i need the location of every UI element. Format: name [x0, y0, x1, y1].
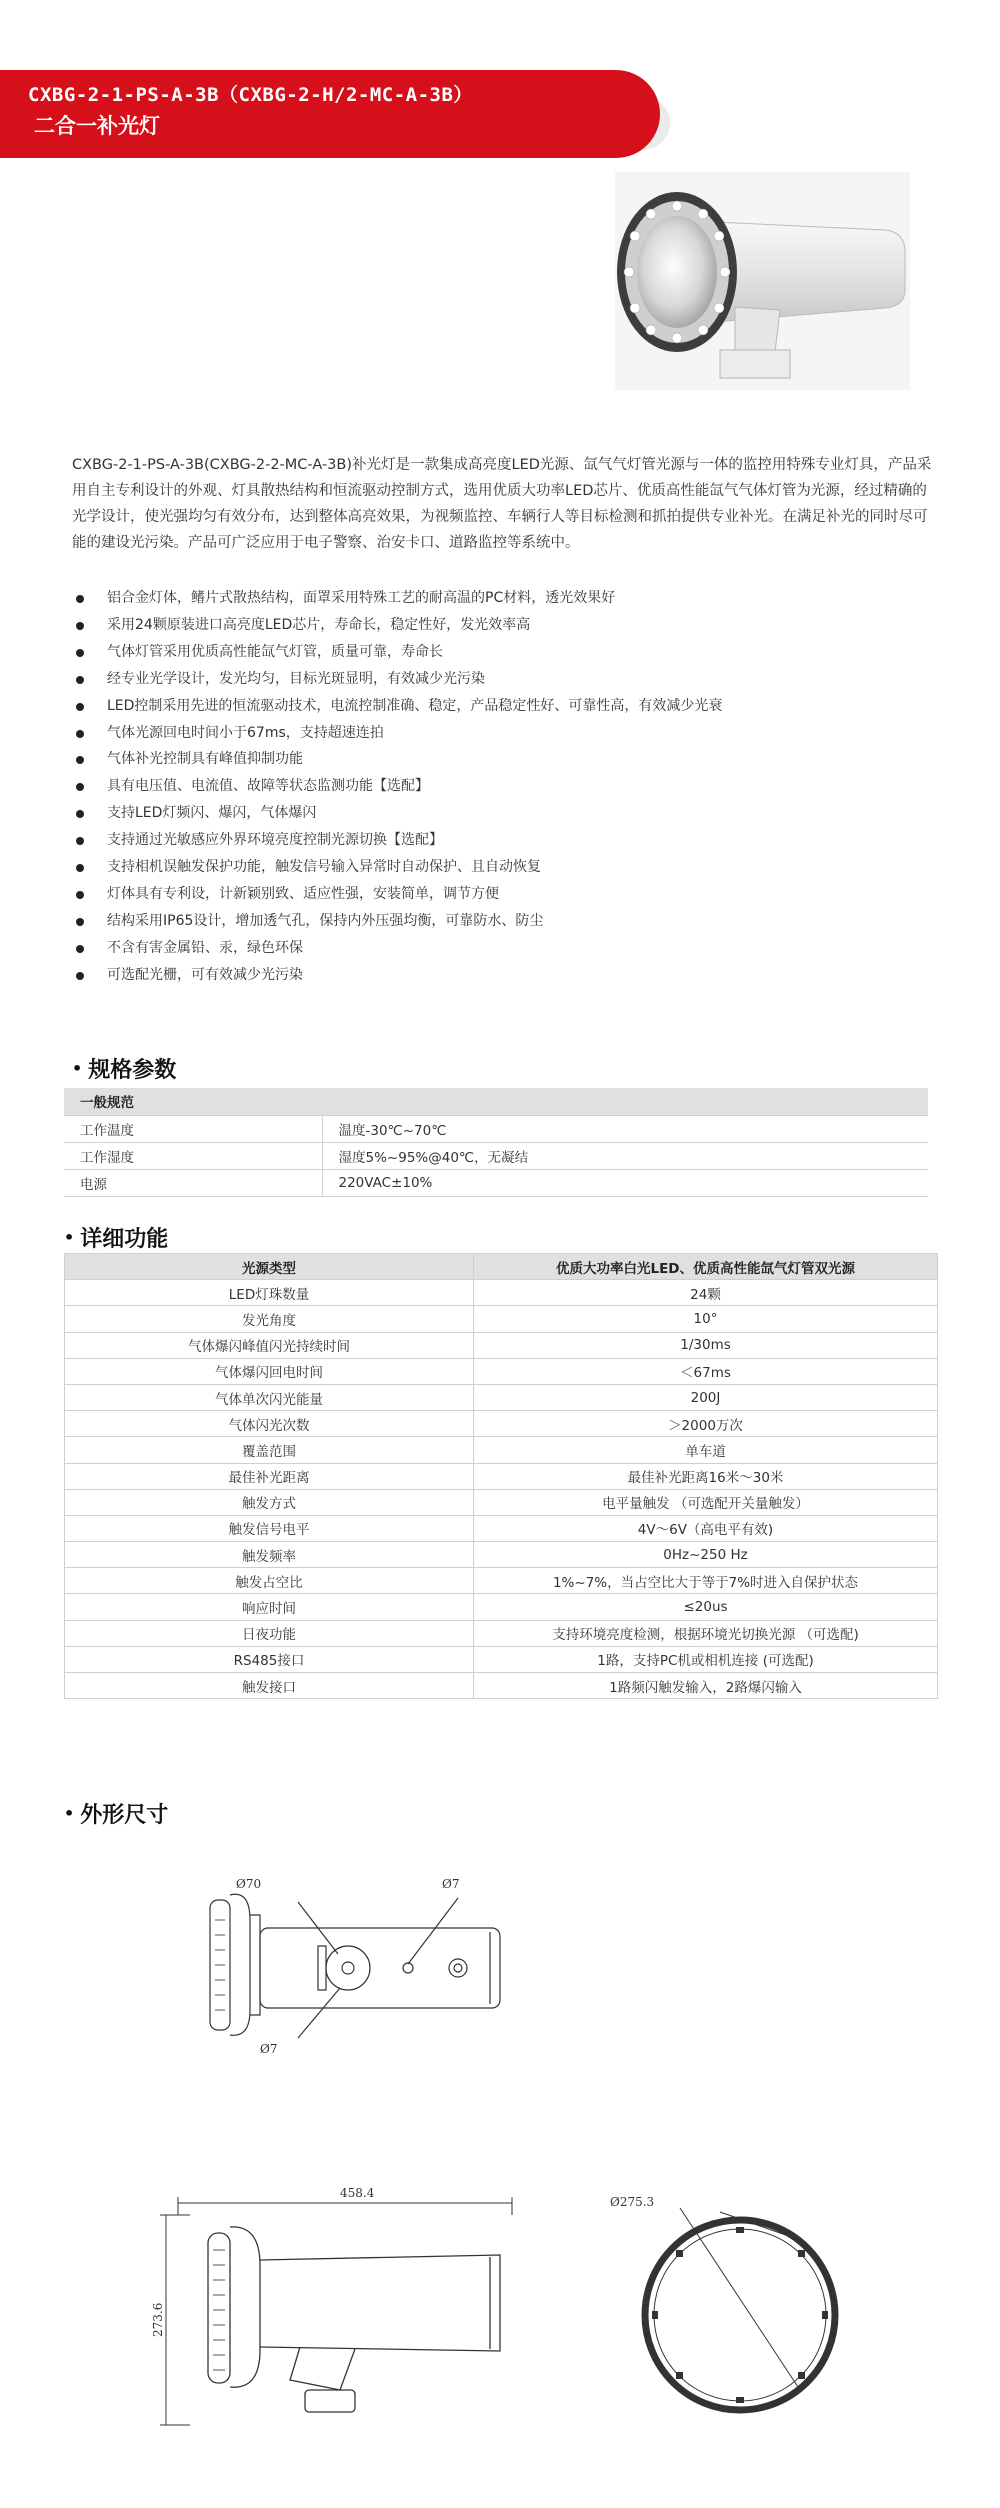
bullet-icon — [76, 810, 84, 818]
table-row: 发光角度 10° — [65, 1306, 938, 1332]
bullet-icon — [76, 676, 84, 684]
detail-section-title: • 详细功能 — [64, 1227, 169, 1252]
table-row: 触发占空比 1%~7%，当占空比大于等于7%时进入自保护状态 — [65, 1568, 938, 1594]
feature-item: 气体补光控制具有峰值抑制功能 — [76, 746, 946, 773]
feature-item: 可选配光栅，可有效减少光污染 — [76, 962, 946, 989]
feature-item: 不含有害金属铅、汞，绿色环保 — [76, 935, 946, 962]
feature-item: LED控制采用先进的恒流驱动技术，电流控制准确、稳定，产品稳定性好、可靠性高，有效减少光衰 — [76, 693, 946, 720]
feature-item: 具有电压值、电流值、故障等状态监测功能【选配】 — [76, 773, 946, 800]
table-row: 触发接口 1路频闪触发输入，2路爆闪输入 — [65, 1673, 938, 1699]
product-photo — [615, 172, 910, 390]
dimension-section-title: • 外形尺寸 — [64, 1803, 169, 1828]
dim-d7-bottom: Ø7 — [260, 2042, 278, 2056]
feature-list — [76, 585, 946, 989]
table-row: 工作温度 温度-30℃~70℃ — [64, 1115, 928, 1142]
bullet-icon — [76, 891, 84, 899]
table-row: 气体爆闪峰值闪光持续时间 1/30ms — [65, 1332, 938, 1358]
bullet-icon — [76, 783, 84, 791]
front-ring-drawing — [590, 2180, 890, 2430]
table-row: RS485接口 1路，支持PC机或相机连接 (可选配) — [65, 1646, 938, 1672]
feature-item: 支持LED灯频闪、爆闪，气体爆闪 — [76, 800, 946, 827]
bullet-icon — [76, 622, 84, 630]
table-row: 触发频率 0Hz~250 Hz — [65, 1542, 938, 1568]
feature-item: 灯体具有专利设，计新颖别致、适应性强，安装简单，调节方便 — [76, 881, 946, 908]
dim-d7-top: Ø7 — [442, 1877, 460, 1891]
feature-item: 支持通过光敏感应外界环境亮度控制光源切换【选配】 — [76, 827, 946, 854]
table-row: 触发方式 电平量触发 （可选配开关量触发） — [65, 1489, 938, 1515]
feature-item: 气体光源回电时间小于67ms，支持超速连拍 — [76, 720, 946, 747]
table-row: 响应时间 ≤20us — [65, 1594, 938, 1620]
side-dimension-drawing — [150, 2175, 530, 2435]
table-row: 气体闪光次数 ＞2000万次 — [65, 1411, 938, 1437]
bullet-icon — [76, 972, 84, 980]
table-row: 工作湿度 湿度5%~95%@40℃，无凝结 — [64, 1142, 928, 1169]
feature-item: 经专业光学设计，发光均匀，目标光斑显明，有效减少光污染 — [76, 666, 946, 693]
feature-item: 铝合金灯体，鳍片式散热结构，面罩采用特殊工艺的耐高温的PC材料，透光效果好 — [76, 585, 946, 612]
table-row: 日夜功能 支持环境亮度检测，根据环境光切换光源 （可选配) — [65, 1620, 938, 1646]
table-row: 电源 220VAC±10% — [64, 1169, 928, 1196]
feature-item: 气体灯管采用优质高性能氙气灯管，质量可靠，寿命长 — [76, 639, 946, 666]
bullet-icon — [76, 837, 84, 845]
table-row: 最佳补光距离 最佳补光距离16米～30米 — [65, 1463, 938, 1489]
bullet-icon — [76, 945, 84, 953]
dim-length: 458.4 — [340, 2186, 375, 2200]
table-row: LED灯珠数量 24颗 — [65, 1280, 938, 1306]
feature-item: 采用24颗原装进口高亮度LED芯片，寿命长，稳定性好，发光效率高 — [76, 612, 946, 639]
table-row: 气体单次闪光能量 200J — [65, 1384, 938, 1410]
table-row: 覆盖范围 单车道 — [65, 1437, 938, 1463]
side-detail-drawing — [190, 1860, 550, 2100]
product-intro: CXBG-2-1-PS-A-3B(CXBG-2-2-MC-A-3B)补光灯是一款集成高亮度LED光源、氙气气灯管光源与一体的监控用特殊专业灯具，产品采用自主专利设计的外观、灯具散热结构和恒流驱动控制方式，选用优质大功率LED芯片、优质高性能氙气气体灯管为光源，经过精确的光学设计，使光强均匀有效分布，达到整体高亮效果，为视频监控、车辆行人等目标检测和抓拍提供专业补光。在满足补光的同时尽可能的建设光污染。产品可广泛应用于电子警察、治安卡口、道路监控等系统中。 — [72, 457, 932, 551]
table-row: 气体爆闪回电时间 ＜67ms — [65, 1358, 938, 1384]
product-model: CXBG-2-1-PS-A-3B（CXBG-2-H/2-MC-A-3B） — [28, 84, 473, 106]
dim-diameter: Ø275.3 — [610, 2195, 655, 2209]
product-name: 二合一补光灯 — [34, 114, 160, 138]
bullet-icon — [76, 649, 84, 657]
feature-item: 结构采用IP65设计，增加透气孔，保持内外压强均衡，可靠防水、防尘 — [76, 908, 946, 935]
bullet-icon — [76, 918, 84, 926]
bullet-icon — [76, 703, 84, 711]
table-header-row: 光源类型 优质大功率白光LED、优质高性能氙气灯管双光源 — [65, 1254, 938, 1280]
bullet-icon — [76, 864, 84, 872]
table-row: 触发信号电平 4V～6V（高电平有效) — [65, 1515, 938, 1541]
bullet-icon — [76, 730, 84, 738]
spec-group-header: 一般规范 — [64, 1088, 928, 1115]
bullet-icon — [76, 756, 84, 764]
table-row — [64, 1088, 928, 1115]
title-banner — [0, 70, 660, 158]
spec-table — [64, 1088, 928, 1197]
dim-d70: Ø70 — [236, 1877, 262, 1891]
feature-item: 支持相机误触发保护功能，触发信号输入异常时自动保护、且自动恢复 — [76, 854, 946, 881]
dim-height: 273.6 — [151, 2302, 165, 2337]
bullet-icon — [76, 595, 84, 603]
detail-table — [64, 1253, 938, 1699]
spec-section-title: • 规格参数 — [72, 1058, 177, 1083]
